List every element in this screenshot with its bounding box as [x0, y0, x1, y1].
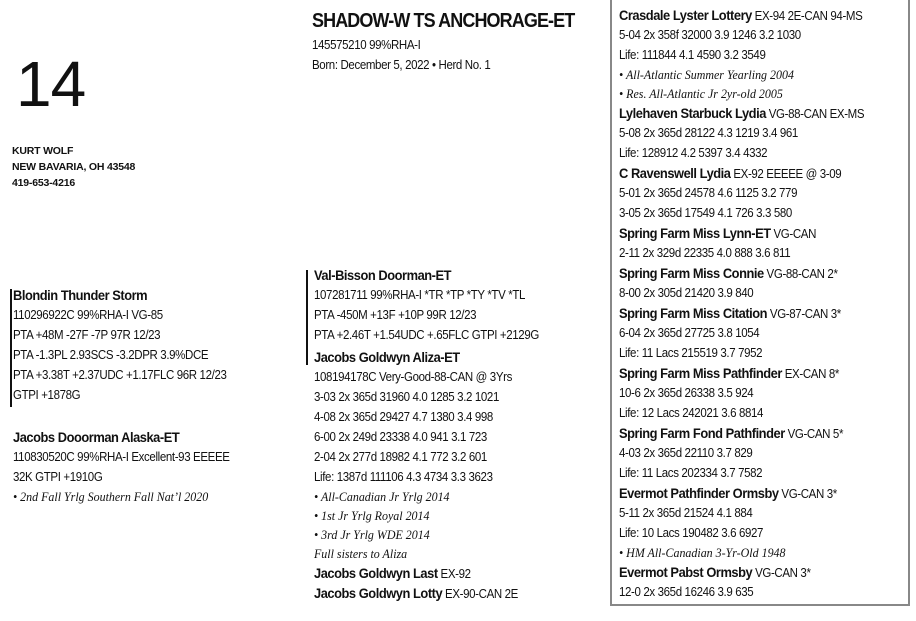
dam-block	[314, 347, 518, 603]
dam-line: 108194178C Very-Good-88-CAN @ 3Yrs	[314, 370, 512, 384]
sire-line: 110296922C 99%RHA-I VG-85	[13, 308, 163, 322]
family-entry-header	[619, 223, 864, 243]
family-record: 5-08 2x 365d 28122 4.3 1219 3.4 961	[619, 126, 798, 140]
dam-sire-line: 107281711 99%RHA-I *TR *TP *TY *TV *TL	[314, 288, 526, 302]
sister-entry	[314, 563, 518, 583]
dam-life: Life: 1387d 111106 4.3 4734 3.3 3623	[314, 470, 493, 484]
family-entry-header	[619, 423, 864, 443]
owner-block	[12, 143, 135, 191]
family-score: VG-CAN 5*	[787, 427, 844, 441]
sister-entry	[314, 583, 518, 603]
family-entry-header	[619, 163, 864, 183]
dam-sire-line: PTA -450M +13F +10P 99R 12/23	[314, 308, 477, 322]
dam-note: • All-Canadian Jr Yrlg 2014	[314, 489, 450, 504]
sire-dam-line: 110830520C 99%RHA-I Excellent-93 EEEEE	[13, 450, 230, 464]
family-name: Lylehaven Starbuck Lydia	[619, 105, 766, 121]
sire-line: PTA -1.3PL 2.93SCS -3.2DPR 3.9%DCE	[13, 348, 209, 362]
family-name: C Ravenswell Lydia	[619, 165, 731, 181]
sire-bracket	[10, 289, 12, 407]
family-name: Crasdale Lyster Lottery	[619, 7, 752, 23]
family-entry-header	[619, 263, 864, 283]
family-record: 12-0 2x 365d 16246 3.9 635	[619, 585, 754, 599]
family-entry-header	[619, 303, 864, 323]
family-record: Life: 10 Lacs 190482 3.6 6927	[619, 526, 764, 540]
family-name: Spring Farm Miss Citation	[619, 305, 768, 321]
animal-heading	[312, 10, 604, 75]
animal-reg: 145575210 99%RHA-I	[312, 38, 421, 52]
sister-score: EX-92	[440, 567, 471, 581]
family-note: • HM All-Canadian 3-Yr-Old 1948	[619, 545, 786, 560]
family-score: EX-CAN 8*	[784, 367, 839, 381]
family-name: Evermot Pathfinder Ormsby	[619, 485, 779, 501]
family-name: Spring Farm Fond Pathfinder	[619, 425, 785, 441]
animal-born: Born: December 5, 2022 • Herd No. 1	[312, 58, 491, 72]
family-name: Spring Farm Miss Pathfinder	[619, 365, 782, 381]
dam-sire-block	[314, 265, 539, 345]
dam-note: • 3rd Jr Yrlg WDE 2014	[314, 527, 430, 542]
dam-record: 4-08 2x 365d 29427 4.7 1380 3.4 998	[314, 410, 493, 424]
dam-sire-name: Val-Bisson Doorman-ET	[314, 267, 452, 283]
family-record: Life: 11 Lacs 202334 3.7 7582	[619, 466, 763, 480]
family-entry-header	[619, 483, 864, 503]
family-record: 5-11 2x 365d 21524 4.1 884	[619, 506, 753, 520]
family-record: 2-11 2x 329d 22335 4.0 888 3.6 811	[619, 246, 791, 260]
family-score: VG-87-CAN 3*	[769, 307, 841, 321]
sisters-label: Full sisters to Aliza	[314, 546, 408, 561]
sire-line: GTPI +1878G	[13, 388, 81, 402]
family-score: VG-88-CAN 2*	[766, 267, 838, 281]
family-entry-header	[619, 562, 864, 582]
family-record: 5-04 2x 358f 32000 3.9 1246 3.2 1030	[619, 28, 801, 42]
family-entry-header	[619, 103, 864, 123]
family-record: Life: 12 Lacs 242021 3.6 8814	[619, 406, 764, 420]
family-name: Spring Farm Miss Lynn-ET	[619, 225, 771, 241]
family-record: Life: 111844 4.1 4590 3.2 3549	[619, 48, 766, 62]
animal-name: SHADOW-W TS ANCHORAGE-ET	[312, 10, 575, 32]
sire-dam-note: • 2nd Fall Yrlg Southern Fall Nat’l 2020	[13, 489, 209, 504]
family-score: VG-88-CAN EX-MS	[768, 107, 865, 121]
family-list	[619, 5, 864, 602]
family-entry-header	[619, 363, 864, 383]
dam-record: 6-00 2x 249d 23338 4.0 941 3.1 723	[314, 430, 487, 444]
family-note: • All-Atlantic Summer Yearling 2004	[619, 67, 794, 82]
sister-score: EX-90-CAN 2E	[445, 587, 518, 601]
family-record: Life: 11 Lacs 215519 3.7 7952	[619, 346, 763, 360]
dam-sire-bracket	[306, 270, 308, 365]
family-record: Life: 128912 4.2 5397 3.4 4332	[619, 146, 768, 160]
dam-record: 3-03 2x 365d 31960 4.0 1285 3.2 1021	[314, 390, 499, 404]
family-record: 4-03 2x 365d 22110 3.7 829	[619, 446, 753, 460]
owner-city: NEW BAVARIA, OH 43548	[12, 161, 136, 173]
sire-line: PTA +3.38T +2.37UDC +1.17FLC 96R 12/23	[13, 368, 227, 382]
family-record: 8-00 2x 305d 21420 3.9 840	[619, 286, 754, 300]
sister-name: Jacobs Goldwyn Lotty	[314, 585, 443, 601]
owner-phone: 419-653-4216	[12, 177, 75, 189]
family-record: 5-01 2x 365d 24578 4.6 1125 3.2 779	[619, 186, 798, 200]
dam-sire-line: PTA +2.46T +1.54UDC +.65FLC GTPI +2129G	[314, 328, 539, 342]
family-score: VG-CAN 3*	[755, 566, 811, 580]
family-score: EX-94 2E-CAN 94-MS	[754, 9, 863, 23]
family-entry-header	[619, 5, 864, 25]
owner-name: KURT WOLF	[12, 145, 74, 157]
sire-dam-block	[13, 427, 230, 507]
family-note: • Res. All-Atlantic Jr 2yr-old 2005	[619, 86, 783, 101]
family-name: Spring Farm Miss Connie	[619, 265, 764, 281]
family-score: VG-CAN 3*	[781, 487, 837, 501]
family-name: Evermot Pabst Ormsby	[619, 564, 753, 580]
dam-note: • 1st Jr Yrlg Royal 2014	[314, 508, 430, 523]
sire-block	[13, 285, 226, 405]
lot-number: 14	[16, 48, 86, 120]
family-record: 10-6 2x 365d 26338 3.5 924	[619, 386, 754, 400]
sire-dam-name: Jacobs Dooorman Alaska-ET	[13, 429, 180, 445]
sire-dam-line: 32K GTPI +1910G	[13, 470, 103, 484]
dam-record: 2-04 2x 277d 18982 4.1 772 3.2 601	[314, 450, 487, 464]
dam-name: Jacobs Goldwyn Aliza-ET	[314, 349, 460, 365]
family-score: EX-92 EEEEE @ 3-09	[733, 167, 842, 181]
family-record: 3-05 2x 365d 17549 4.1 726 3.3 580	[619, 206, 792, 220]
family-record: 6-04 2x 365d 27725 3.8 1054	[619, 326, 760, 340]
sister-name: Jacobs Goldwyn Last	[314, 565, 438, 581]
family-score: VG-CAN	[773, 227, 817, 241]
sire-line: PTA +48M -27F -7P 97R 12/23	[13, 328, 161, 342]
sire-name: Blondin Thunder Storm	[13, 287, 148, 303]
